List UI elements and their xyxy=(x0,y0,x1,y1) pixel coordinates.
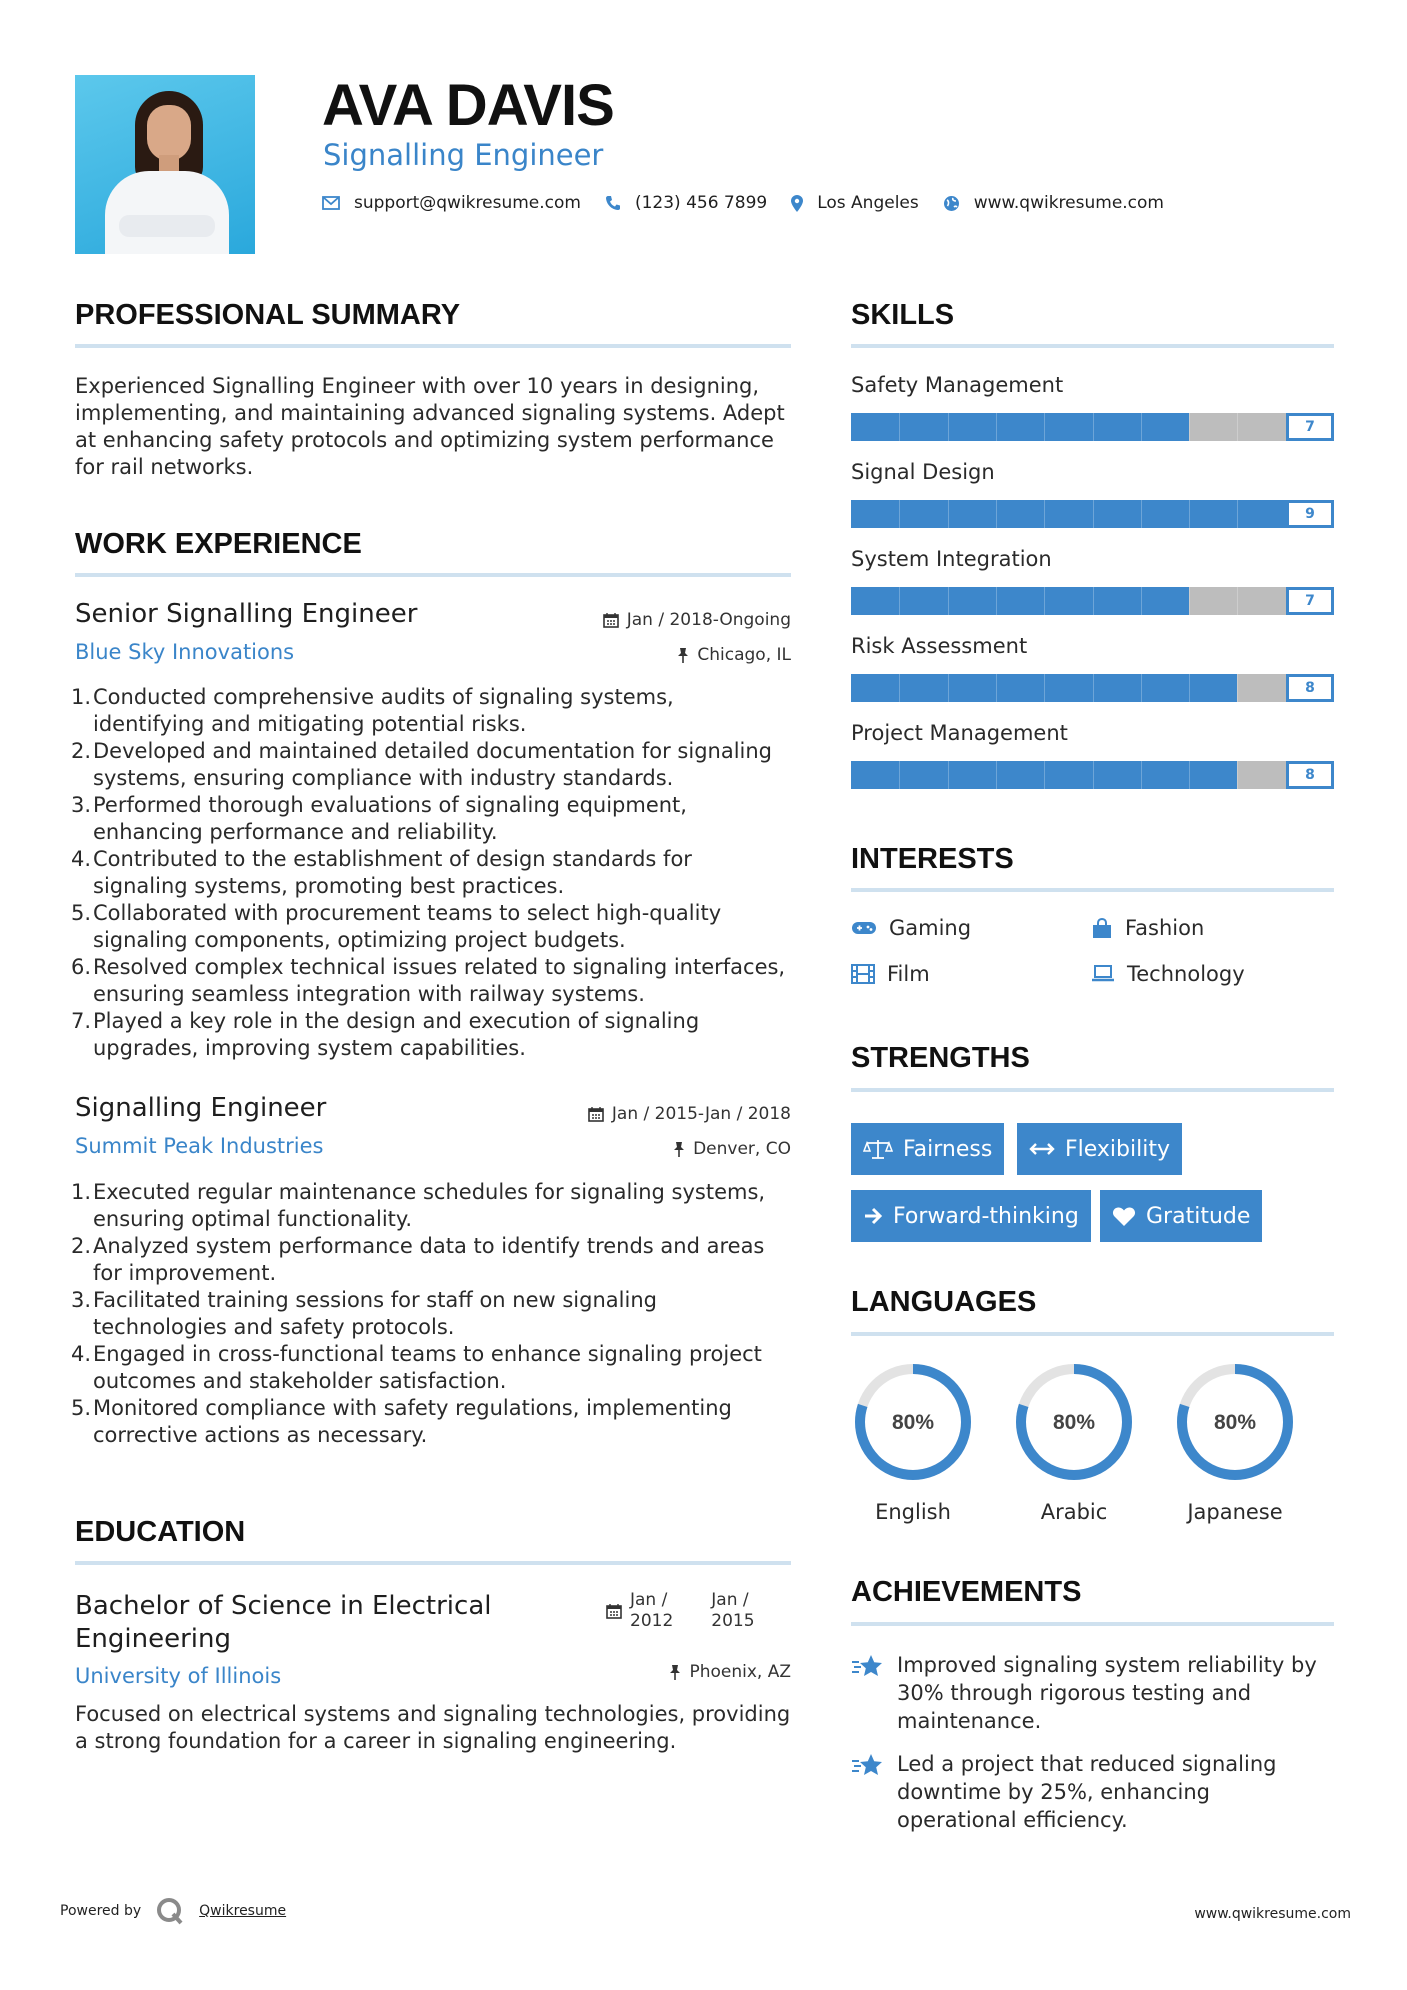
job-location xyxy=(677,645,791,665)
language-item xyxy=(851,1360,975,1524)
language-percent: 80% xyxy=(1052,1411,1096,1434)
skill-bar-segment xyxy=(1093,500,1094,528)
skill-bar-segment xyxy=(1237,587,1238,615)
contact-location xyxy=(791,193,919,213)
strengths-heading: STRENGTHS xyxy=(851,1042,1030,1074)
contact-bar xyxy=(322,193,1188,213)
skill-bar-segment xyxy=(1044,587,1045,615)
skill-bar-segment xyxy=(1044,500,1045,528)
skill-score-badge: 9 xyxy=(1286,500,1334,528)
skill-score-badge: 7 xyxy=(1286,413,1334,441)
job-bullets xyxy=(73,1179,791,1449)
skill-bar xyxy=(851,587,1334,615)
education-heading: EDUCATION xyxy=(75,1516,246,1548)
skill-bar-segment xyxy=(1141,413,1142,441)
interest-label: Gaming xyxy=(889,916,972,940)
language-ring xyxy=(1012,1360,1136,1484)
interest-item xyxy=(851,962,930,986)
candidate-name: AVA DAVIS xyxy=(322,73,614,138)
list-item: 7. Played a key role in the design and execution of signaling upgrades, improving system capabilities. xyxy=(71,1009,700,1060)
interest-item xyxy=(851,916,971,940)
language-name: Arabic xyxy=(1040,1500,1108,1524)
skill-bar-segment xyxy=(996,674,997,702)
achievement-text: Improved signaling system reliability by 30% through rigorous testing and maintenance. xyxy=(897,1653,1317,1733)
skill-name: Signal Design xyxy=(851,460,995,484)
skill-bar-fill xyxy=(851,500,1286,528)
strength-chip xyxy=(1017,1123,1182,1175)
languages-divider xyxy=(851,1332,1334,1336)
language-percent: 80% xyxy=(891,1411,935,1434)
globe-icon xyxy=(943,195,960,212)
language-name: Japanese xyxy=(1187,1500,1283,1524)
job-title: Senior Signalling Engineer xyxy=(75,599,418,629)
star-badge-icon xyxy=(851,1752,885,1780)
list-item: 4. Contributed to the establishment of design standards for signaling systems, promoting best practices. xyxy=(71,847,692,898)
job-dates-text: Jan / 2015-Jan / 2018 xyxy=(611,1104,791,1124)
interest-label: Fashion xyxy=(1125,916,1205,940)
list-item: 2. Developed and maintained detailed documentation for signaling systems, ensuring compliance with industry standards. xyxy=(71,739,773,790)
skills-heading: SKILLS xyxy=(851,299,955,331)
skill-name: Project Management xyxy=(851,721,1068,745)
skill-bar xyxy=(851,674,1334,702)
skill-bar-segment xyxy=(1093,587,1094,615)
skill-bar-segment xyxy=(1189,587,1190,615)
skills-divider xyxy=(851,344,1334,348)
job-title: Signalling Engineer xyxy=(75,1093,327,1123)
calendar-icon xyxy=(606,1603,622,1619)
achievements-heading: ACHIEVEMENTS xyxy=(851,1576,1082,1608)
candidate-title: Signalling Engineer xyxy=(323,138,604,172)
skill-bar-segment xyxy=(899,413,900,441)
phone-text: (123) 456 7899 xyxy=(634,193,768,213)
gamepad-icon xyxy=(851,920,877,936)
start-year: 2012 xyxy=(630,1611,674,1631)
arrows-horizontal-icon xyxy=(1029,1142,1055,1156)
phone-icon xyxy=(605,195,621,211)
experience-heading: WORK EXPERIENCE xyxy=(75,528,362,560)
school-name: University of Illinois xyxy=(75,1664,282,1688)
strength-label: Forward-thinking xyxy=(893,1203,1079,1229)
list-item: 1. Conducted comprehensive audits of signaling systems, identifying and mitigating potential risks. xyxy=(71,685,674,736)
languages-heading: LANGUAGES xyxy=(851,1286,1037,1318)
skill-bar-segment xyxy=(996,761,997,789)
education-dates xyxy=(606,1590,755,1632)
skill-score-badge: 7 xyxy=(1286,587,1334,615)
interests-heading: INTERESTS xyxy=(851,843,1014,875)
list-item: 1. Executed regular maintenance schedules for signaling systems, ensuring optimal functionality. xyxy=(71,1180,766,1231)
achievements-divider xyxy=(851,1622,1334,1626)
skill-bar-segment xyxy=(996,587,997,615)
summary-divider xyxy=(75,344,791,348)
job-bullets xyxy=(73,684,791,1062)
arrow-right-icon xyxy=(863,1207,883,1225)
skill-bar xyxy=(851,500,1334,528)
skill-name: Safety Management xyxy=(851,373,1064,397)
envelope-icon xyxy=(322,196,340,210)
footer-website[interactable]: www.qwikresume.com xyxy=(1194,1906,1351,1922)
job-location-text: Denver, CO xyxy=(693,1139,791,1159)
skill-bar-segment xyxy=(1141,587,1142,615)
skill-bar-segment xyxy=(1044,761,1045,789)
profile-photo xyxy=(75,75,255,254)
interest-item xyxy=(1091,916,1204,940)
skill-bar-segment xyxy=(948,587,949,615)
achievement-item xyxy=(851,1651,1334,1735)
strength-chip xyxy=(1100,1190,1262,1242)
skill-bar-segment xyxy=(1189,413,1190,441)
qwikresume-logo-icon xyxy=(155,1896,185,1926)
qwikresume-link[interactable]: Qwikresume xyxy=(199,1903,287,1919)
list-item: 3. Performed thorough evaluations of signaling equipment, enhancing performance and reliability. xyxy=(71,793,687,844)
skill-bar-segment xyxy=(1237,761,1238,789)
interest-item xyxy=(1091,962,1245,986)
powered-by-text: Powered by xyxy=(60,1903,142,1919)
laptop-icon xyxy=(1091,965,1115,983)
education-text: Focused on electrical systems and signaling technologies, providing a strong foundation for a career in signaling engineering. xyxy=(75,1702,791,1753)
job-location xyxy=(673,1139,791,1159)
skill-bar-segment xyxy=(1189,500,1190,528)
star-badge-icon xyxy=(851,1653,885,1681)
education-divider xyxy=(75,1561,791,1565)
skill-bar-fill xyxy=(851,413,1189,441)
skill-bar-segment xyxy=(1093,761,1094,789)
job-dates xyxy=(588,1104,791,1124)
skill-bar-segment xyxy=(1093,413,1094,441)
skill-bar-segment xyxy=(899,587,900,615)
job-dates-text: Jan / 2018-Ongoing xyxy=(626,610,791,630)
language-name: English xyxy=(875,1500,951,1524)
skill-bar-segment xyxy=(1044,674,1045,702)
end-month: Jan / xyxy=(711,1590,749,1610)
strength-label: Gratitude xyxy=(1146,1203,1251,1229)
job-company: Summit Peak Industries xyxy=(75,1134,324,1158)
skill-bar-segment xyxy=(1044,413,1045,441)
job-dates xyxy=(603,610,791,630)
skill-bar-segment xyxy=(1237,674,1238,702)
job-location-text: Chicago, IL xyxy=(697,645,791,665)
interests-divider xyxy=(851,888,1334,892)
skill-bar-segment xyxy=(1093,674,1094,702)
start-month: Jan / xyxy=(630,1590,668,1610)
skill-bar-segment xyxy=(899,500,900,528)
language-ring xyxy=(1173,1360,1297,1484)
interest-label: Technology xyxy=(1127,962,1245,986)
strengths-divider xyxy=(851,1088,1334,1092)
experience-divider xyxy=(75,573,791,577)
strength-label: Flexibility xyxy=(1065,1136,1170,1162)
email-text: support@qwikresume.com xyxy=(354,193,581,213)
pushpin-icon xyxy=(677,647,689,663)
skill-bar xyxy=(851,761,1334,789)
skill-bar xyxy=(851,413,1334,441)
skill-name: System Integration xyxy=(851,547,1052,571)
list-item: 3. Facilitated training sessions for staff on new signaling technologies and safety protocols. xyxy=(71,1288,657,1339)
skill-bar-segment xyxy=(1189,761,1190,789)
pushpin-icon xyxy=(669,1664,681,1680)
contact-phone[interactable] xyxy=(605,193,767,213)
language-percent: 80% xyxy=(1213,1411,1257,1434)
heart-icon xyxy=(1112,1206,1136,1227)
education-location xyxy=(669,1662,791,1682)
strength-chip xyxy=(851,1123,1004,1175)
skill-name: Risk Assessment xyxy=(851,634,1028,658)
skill-bar-segment xyxy=(1141,500,1142,528)
skill-bar-fill xyxy=(851,587,1189,615)
skill-bar-segment xyxy=(1141,674,1142,702)
job-company: Blue Sky Innovations xyxy=(75,640,295,664)
skill-bar-segment xyxy=(1141,761,1142,789)
end-year: 2015 xyxy=(711,1611,755,1631)
skill-bar-segment xyxy=(948,674,949,702)
shopping-bag-icon xyxy=(1091,917,1113,939)
skill-bar-segment xyxy=(948,761,949,789)
degree-title: Bachelor of Science in Electrical Engineering xyxy=(75,1591,492,1654)
list-item: 4. Engaged in cross-functional teams to enhance signaling project outcomes and stakeholder satisfaction. xyxy=(71,1342,762,1393)
contact-website[interactable] xyxy=(943,193,1164,213)
language-item xyxy=(1173,1360,1297,1524)
list-item: 5. Monitored compliance with safety regulations, implementing corrective actions as necessary. xyxy=(71,1396,732,1447)
list-item: 5. Collaborated with procurement teams to select high-quality signaling components, optimizing project budgets. xyxy=(71,901,722,952)
skill-score-badge: 8 xyxy=(1286,761,1334,789)
strength-chip xyxy=(851,1190,1091,1242)
skill-bar-segment xyxy=(948,500,949,528)
film-icon xyxy=(851,964,875,984)
skill-bar-segment xyxy=(948,413,949,441)
footer-powered-by xyxy=(60,1896,286,1926)
location-text: Los Angeles xyxy=(817,193,919,213)
achievement-text: Led a project that reduced signaling downtime by 25%, enhancing operational efficiency. xyxy=(897,1752,1277,1832)
contact-email[interactable] xyxy=(322,193,581,213)
website-text: www.qwikresume.com xyxy=(973,193,1164,213)
skill-bar-segment xyxy=(899,674,900,702)
skill-bar-segment xyxy=(1189,674,1190,702)
education-location-text: Phoenix, AZ xyxy=(689,1662,791,1682)
strength-label: Fairness xyxy=(903,1136,993,1162)
interest-label: Film xyxy=(887,962,930,986)
language-item xyxy=(1012,1360,1136,1524)
pushpin-icon xyxy=(673,1141,685,1157)
language-ring xyxy=(851,1360,975,1484)
summary-text: Experienced Signalling Engineer with over 10 years in designing, implementing, and maintaining advanced signaling systems. Adept at enhancing safety protocols and optimizing system performance for rail networks. xyxy=(75,374,785,479)
summary-heading: PROFESSIONAL SUMMARY xyxy=(75,299,461,331)
balance-scale-icon xyxy=(863,1138,893,1160)
calendar-icon xyxy=(603,612,619,628)
list-item: 6. Resolved complex technical issues related to signaling interfaces, ensuring seamless integration with railway systems. xyxy=(71,955,786,1006)
skill-bar-segment xyxy=(996,413,997,441)
list-item: 2. Analyzed system performance data to identify trends and areas for improvement. xyxy=(71,1234,765,1285)
calendar-icon xyxy=(588,1106,604,1122)
skill-score-badge: 8 xyxy=(1286,674,1334,702)
skill-bar-segment xyxy=(1237,413,1238,441)
skill-bar-segment xyxy=(996,500,997,528)
map-marker-icon xyxy=(791,195,803,212)
skill-bar-segment xyxy=(899,761,900,789)
skill-bar-segment xyxy=(1237,500,1238,528)
achievement-item xyxy=(851,1750,1334,1834)
